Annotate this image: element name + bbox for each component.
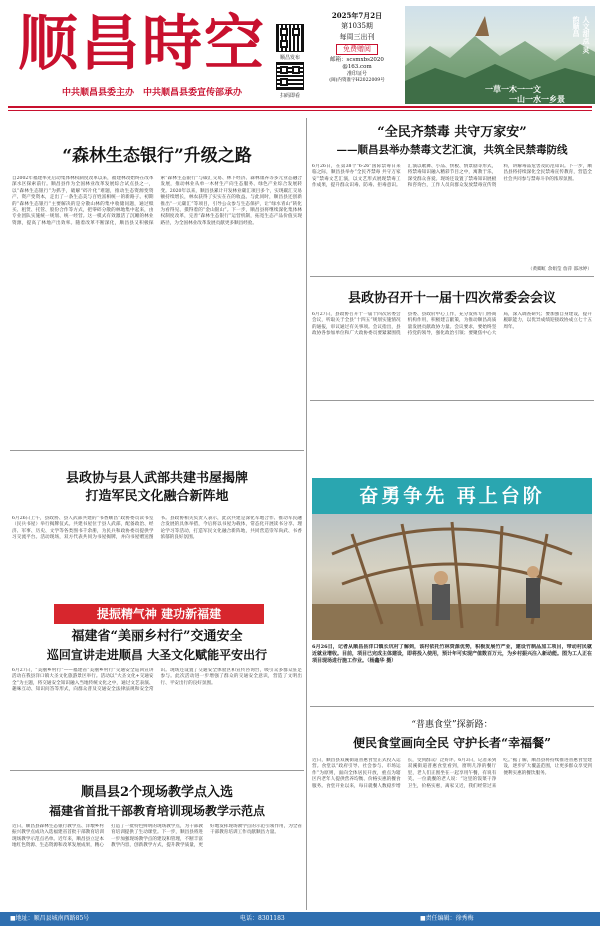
scaffolding-icon (312, 514, 592, 640)
footer-phone: 电话：8301183 (240, 915, 285, 922)
banner-slogan: 一草一木一一文 (485, 84, 541, 94)
footer-address: ■地址：顺昌县城南西路85号 (10, 915, 90, 922)
email: 邮箱：scsmxbs2020 (330, 57, 384, 63)
masthead (0, 0, 600, 108)
landscape-banner (405, 6, 595, 104)
article-body-forest-bank: 自2002年福建率先启动集体林权制度改革以来，福建林改始终在改革深水区探索前行。顺昌县作为全国林业改革发展综合试点县之一，以“森林生态银行”为抓手，破解“碎片化”难题，推动生态资源变资产、资产变资本，走出了一条生态美与百姓富相统一的新路子。初期的“森林生态银行”主要解决的是分散山林的集中收储问题，通过赎买、租赁、托管、股份合作等方式，把零碎分散的林地集中起来，由专业团队实施统一规划、统一经营。这一模式有效激活了沉睡的林业资源，提高了林地产出效率。随着改革不断深化，顺昌县又积极探索“森林生态银行”与碳汇交易、林下经济、森林康养等多元业态融合发展，推动林业从单一木材生产向生态服务、绿色产业综合发展转变。2020年以来，顺昌县累计开发林业碳汇项目多个，实现碳汇交易额持续增长，林农获得了实实在在的收益。与此同时，顺昌县还创新推出“一元碳汇”等项目，引导公众参与生态保护，让“绿水青山”转化为看得见、摸得着的“金山银山”。下一步，顺昌县将继续深化集体林权制度改革，完善“森林生态银行”运营机制，拓宽生态产品价值实现路径，为全国林业改革发展贡献更多顺昌经验。 (12, 176, 302, 226)
divider (8, 106, 592, 108)
divider (310, 276, 594, 277)
qr-caption: 扫码即看 (279, 93, 300, 99)
article-body-bookhouse: 6月26日上午，县政协、县人武部共建的“书香顺昌”政协委员读书室（民兵书屋）举行揭牌仪式。共建书屋位于县人武部，配备政治、经济、军事、历史、文学等各类图书千余册，为民兵和政协委员提供学习交流平台。活动现场，双方代表共同为书屋揭牌，并向书屋赠送图书。县政协相关负责人表示，此次共建是深化军地合作、推动军民融合发展的具体举措，今后将以书屋为载体，常态化开展读书分享、理论学习等活动，打造军民文化融合新阵地，共同营造崇军尚武、书香浓郁的良好氛围。 (12, 516, 302, 541)
banner-slogan: 人文甜点 灵韵顺昌 (572, 16, 591, 54)
headline-bookhouse: 县政协与县人武部共建书屋揭牌 (65, 471, 248, 486)
divider (10, 450, 304, 451)
divider (310, 706, 594, 707)
issue-info (312, 10, 402, 84)
article-body-teaching: 近日，顺昌县森林生态银行教学点、洋墩乡村振兴教学点成功入选福建省首批干部教育培训现场教学示范点名单。近年来，顺昌县立足本地红色资源、生态资源和改革发展成果，精心打造了一批特色鲜明的现场教学点，为干部教育培训提供了生动课堂。下一步，顺昌县将进一步加强现场教学点的建设和管理，不断丰富教学内容，创新教学方式，提升教学质量，更好地发挥现场教学点的示范引领作用，为全省干部教育培训工作贡献顺昌力量。 (12, 824, 302, 849)
headline-forest-bank: “森林生态银行”升级之路 (62, 146, 252, 166)
divider (306, 118, 307, 910)
subheadline-teaching: 福建省首批干部教育培训现场教学示范点 (48, 804, 265, 818)
free-label: 免费赠阅 (336, 44, 378, 55)
photo-caption-text: 6月26日，记者从顺昌县洋口镇长坑村了解到，该村依托竹林资源优势，积极发展竹产业，建设竹制品加工项目，带动村民就近就业增收。目前，项目已完成主体建设，即将投入使用，预计年可实现产值数百万元，为乡村振兴注入新动能。图为工人正在项目现场进行施工作业。 (312, 644, 592, 664)
article-body-traffic: 6月27日，“美丽乡村行”——福建省“美丽乡村行”交通安全巡回宣讲活动在我县洋口镇大圣文化旅游景区举行。活动以“大圣文化+交通安全”为主题，将交通安全知识融入当地传统文化之中，通过文艺表演、趣味互动、知识问答等形式，向群众普及交通安全法律法规和安全常识。现场还设置了交通安全体验区和宣传咨询台，吸引众多群众驻足参与。此次活动进一步增强了群众的交通安全意识，营造了文明出行、平安出行的良好氛围。 (12, 668, 302, 693)
article-body-anti-drug: 6月26日，在第38个“6·26”国际禁毒日来临之际，顺昌县举办“全民齐禁毒 共守万家安”禁毒文艺汇演，以文艺形式展现禁毒工作成果，提升群众识毒、防毒、拒毒意识。汇演以歌舞、小品、快板、情景剧等形式，将禁毒知识融入精彩节目之中，寓教于乐，深受群众喜爱。现场还设置了禁毒知识展板和咨询台，工作人员向群众发放禁毒宣传资料，讲解毒品危害及防范知识。下一步，顺昌县将持续深化全民禁毒宣传教育，营造全社会共同参与禁毒斗争的浓厚氛围。 (312, 164, 592, 189)
photo-feature-banner (312, 478, 592, 514)
qr-code-icon (276, 62, 304, 90)
qr-caption: 顺昌发布 (279, 55, 300, 61)
photo-caption (312, 644, 592, 700)
slogan-banner-text: 提振精气神 建功新福建 (96, 607, 222, 621)
subheadline-anti-drug: ——顺昌县举办禁毒文艺汇演，共筑全民禁毒防线 (336, 144, 568, 156)
kicker-canteen: “普惠食堂”探新路： (411, 720, 493, 730)
byline-anti-drug: （黄卿虹 余娟莹 詹萍 邵冰婷） (527, 267, 592, 272)
divider (8, 110, 592, 111)
headline-canteen: 便民食堂画向全民 守护长者“幸福餐” (353, 736, 551, 750)
subheadline-traffic: 巡回宣讲走进顺昌 大圣文化赋能平安出行 (46, 648, 268, 662)
footer-bar (0, 912, 600, 926)
qr-code-icon (276, 24, 304, 52)
issue-frequency: 每周三出刊 (339, 33, 375, 41)
divider (310, 400, 594, 401)
issue-number: 第1035期 (341, 22, 373, 30)
subheadline-bookhouse: 打造军民文化融合新阵地 (85, 489, 229, 504)
permit-number: (闽)内资准字H2022009号 (329, 78, 385, 83)
slogan-banner (54, 604, 264, 624)
construction-photo (312, 514, 592, 640)
issue-date: 2025年7月2日 (331, 11, 383, 20)
headline-cppcc: 县政协召开十一届十四次常委会会议 (347, 291, 556, 306)
headline-traffic: 福建省“美丽乡村行”交通安全 (71, 629, 243, 644)
article-body-canteen: 近日，顺昌县双溪街道普惠食堂正式投入运营。食堂以“政府引导、社会参与、市场运作”为原则，面向全体居民开放，重点为辖区内老年人提供营养均衡、价格实惠的餐食服务。食堂开业以来，每日就餐人数稳步增长，受到群众广泛好评。6月3日，记者来到双溪街道普惠食堂看到，窗明几净的餐厅里，老人们正围坐在一起享用午餐，有说有笑。一位就餐的老人说：“这里的饭菜干净卫生，价格实惠，离家又近，我们经常过来吃。”据了解，顺昌县将持续推进普惠食堂建设，逐步扩大覆盖范围，让更多群众享受到便利实惠的餐饮服务。 (312, 758, 592, 789)
footer-editor: ■责任编辑：徐秀梅 (420, 915, 474, 922)
permit-label: 准印证号 (346, 71, 367, 77)
sponsor-line: 中共顺昌县委主办 中共顺昌县委宣传部承办 (61, 88, 242, 98)
banner-slogan: 一山一水一乡景 (509, 94, 565, 104)
masthead-title: 顺昌時空 (18, 9, 266, 79)
email-domain: @163.com (342, 64, 372, 70)
article-body-cppcc: 6月27日，县政协召开十一届十四次常委会会议，听取关于全县“十四五”规划实施情况的通报，审议通过有关事项。会议指出，县政协各参加单位和广大政协委员要紧紧围绕县委、县政府中心工作，充分发挥专门协商机构作用，积极建言献策，为推动顺昌高质量发展贡献政协力量。会议要求，要始终坚持党的领导，强化政治引领；要聚焦中心大局，深入调查研究；要加强自身建设，提升履职能力，以优异成绩迎接政协成立七十五周年。 (312, 312, 592, 337)
headline-anti-drug: “全民齐禁毒 共守万家安” (377, 125, 527, 140)
headline-teaching: 顺昌县2个现场教学点入选 (80, 785, 234, 800)
photo-byline: （杨鑫华 摄） (367, 658, 397, 664)
divider (10, 770, 304, 771)
photo-feature-title: 奋勇争先 再上台阶 (359, 485, 545, 507)
